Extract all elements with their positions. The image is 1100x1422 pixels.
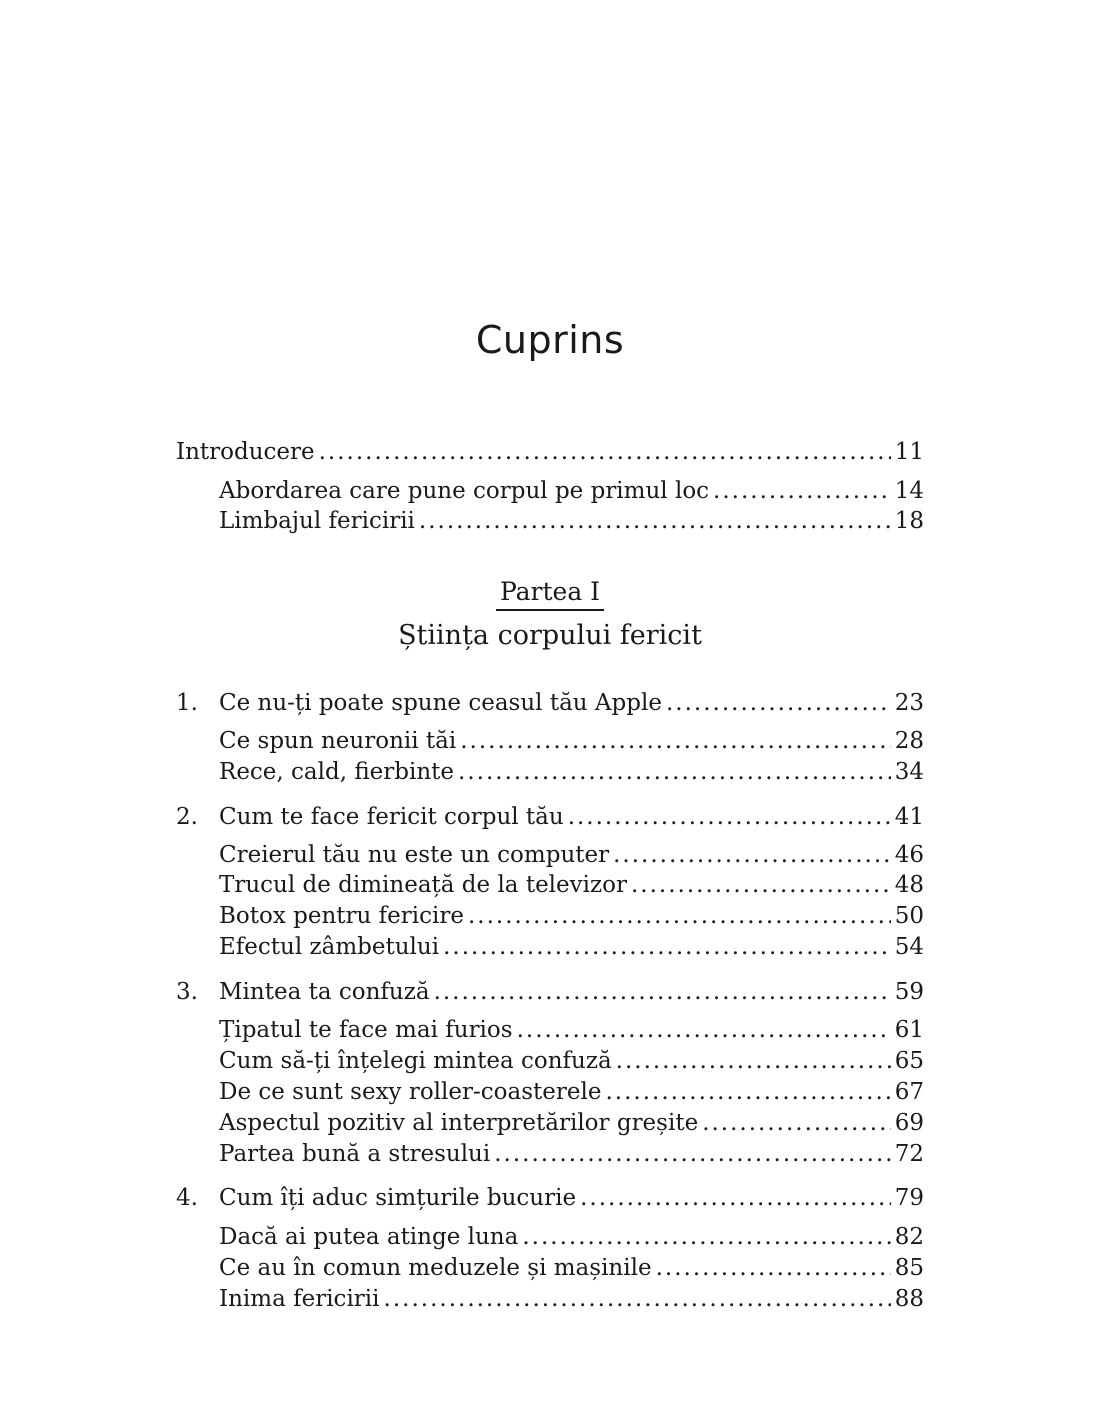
toc-entry-label: Partea bună a stresului: [219, 1141, 491, 1167]
toc-entry-page: 46: [894, 842, 924, 868]
part-title: Știința corpului fericit: [398, 620, 702, 651]
leader-dots: [419, 507, 891, 535]
toc-entry-page: 14: [894, 478, 924, 504]
leader-dots: [702, 1109, 891, 1137]
leader-dots: [458, 758, 891, 786]
toc-entry-label: Introducere: [176, 439, 315, 465]
leader-dots: [613, 841, 891, 869]
leader-dots: [384, 1285, 891, 1313]
toc-subentry[interactable]: [219, 841, 924, 869]
toc-chapter-1[interactable]: [176, 689, 924, 717]
toc-entry-label: Țipatul te face mai furios: [219, 1017, 513, 1043]
toc-entry-label: Abordarea care pune corpul pe primul loc: [219, 478, 710, 504]
toc-subentry[interactable]: [219, 507, 924, 535]
chapter-number: 3.: [176, 979, 198, 1005]
leader-dots: [468, 902, 891, 930]
toc-entry-page: 79: [894, 1185, 924, 1211]
toc-entry-page: 82: [894, 1224, 924, 1250]
leader-dots: [443, 933, 891, 961]
toc-entry-page: 85: [894, 1255, 924, 1281]
toc-entry-label: Inima fericirii: [219, 1286, 380, 1312]
leader-dots: [631, 871, 891, 899]
toc-entry-label: Dacă ai putea atinge luna: [219, 1224, 519, 1250]
toc-entry-introducere[interactable]: [176, 438, 924, 466]
leader-dots: [666, 689, 891, 717]
part-label: [0, 576, 1100, 611]
toc-subentry[interactable]: [219, 871, 924, 899]
toc-subentry[interactable]: [219, 1016, 924, 1044]
toc-subentry[interactable]: [219, 1078, 924, 1106]
leader-dots: [568, 803, 891, 831]
toc-entry-label: Ce spun neuronii tăi: [219, 728, 457, 754]
toc-subentry[interactable]: [219, 1285, 924, 1313]
leader-dots: [656, 1254, 891, 1282]
toc-chapter-4[interactable]: [176, 1184, 924, 1212]
toc-entry-label: Rece, cald, fierbinte: [219, 759, 455, 785]
toc-entry-label: Ce au în comun meduzele și mașinile: [219, 1255, 652, 1281]
chapter-number: 4.: [176, 1185, 198, 1211]
toc-entry-label: Limbajul fericirii: [219, 508, 415, 534]
leader-dots: [616, 1047, 891, 1075]
leader-dots: [319, 438, 891, 466]
toc-entry-page: 54: [894, 934, 924, 960]
toc-subentry[interactable]: [219, 1109, 924, 1137]
toc-entry-page: 65: [894, 1048, 924, 1074]
chapter-number: 1.: [176, 690, 198, 716]
toc-entry-page: 48: [894, 872, 924, 898]
chapter-number: 2.: [176, 804, 198, 830]
toc-entry-page: 72: [894, 1141, 924, 1167]
leader-dots: [605, 1078, 890, 1106]
toc-entry-page: 23: [894, 690, 924, 716]
toc-entry-label: Ce nu-ți poate spune ceasul tău Apple: [219, 690, 662, 716]
toc-entry-page: 28: [894, 728, 924, 754]
toc-subentry[interactable]: [219, 727, 924, 755]
leader-dots: [434, 978, 891, 1006]
toc-entry-label: Aspectul pozitiv al interpretărilor greșite: [219, 1110, 699, 1136]
leader-dots: [460, 727, 891, 755]
toc-entry-page: 34: [894, 759, 924, 785]
toc-entry-page: 88: [894, 1286, 924, 1312]
toc-entry-label: Efectul zâmbetului: [219, 934, 440, 960]
page-title: Cuprins: [475, 318, 625, 362]
toc-subentry[interactable]: [219, 1223, 924, 1251]
toc-subentry[interactable]: [219, 1140, 924, 1168]
toc-entry-label: Cum să-ți înțelegi mintea confuză: [219, 1048, 612, 1074]
leader-dots: [494, 1140, 891, 1168]
toc-entry-label: Trucul de dimineață de la televizor: [219, 872, 627, 898]
toc-subentry[interactable]: [219, 477, 924, 505]
part-label-text: Partea I: [496, 576, 604, 611]
leader-dots: [713, 477, 891, 505]
toc-subentry[interactable]: [219, 902, 924, 930]
toc-subentry[interactable]: [219, 1254, 924, 1282]
toc-entry-label: Botox pentru fericire: [219, 903, 464, 929]
toc-chapter-3[interactable]: [176, 978, 924, 1006]
toc-entry-label: Cum îți aduc simțurile bucurie: [219, 1185, 577, 1211]
toc-entry-page: 69: [894, 1110, 924, 1136]
toc-entry-page: 18: [894, 508, 924, 534]
toc-chapter-2[interactable]: [176, 803, 924, 831]
leader-dots: [580, 1184, 891, 1212]
leader-dots: [517, 1016, 891, 1044]
toc-entry-page: 11: [894, 439, 924, 465]
toc-entry-label: De ce sunt sexy roller-coasterele: [219, 1079, 602, 1105]
toc-entry-page: 61: [894, 1017, 924, 1043]
toc-entry-page: 50: [894, 903, 924, 929]
toc-subentry[interactable]: [219, 1047, 924, 1075]
toc-entry-page: 67: [894, 1079, 924, 1105]
toc-subentry[interactable]: [219, 758, 924, 786]
toc-entry-label: Cum te face fericit corpul tău: [219, 804, 564, 830]
toc-entry-label: Creierul tău nu este un computer: [219, 842, 610, 868]
toc-entry-page: 59: [894, 979, 924, 1005]
toc-entry-page: 41: [894, 804, 924, 830]
toc-entry-label: Mintea ta confuză: [219, 979, 430, 1005]
toc-subentry[interactable]: [219, 933, 924, 961]
leader-dots: [522, 1223, 890, 1251]
